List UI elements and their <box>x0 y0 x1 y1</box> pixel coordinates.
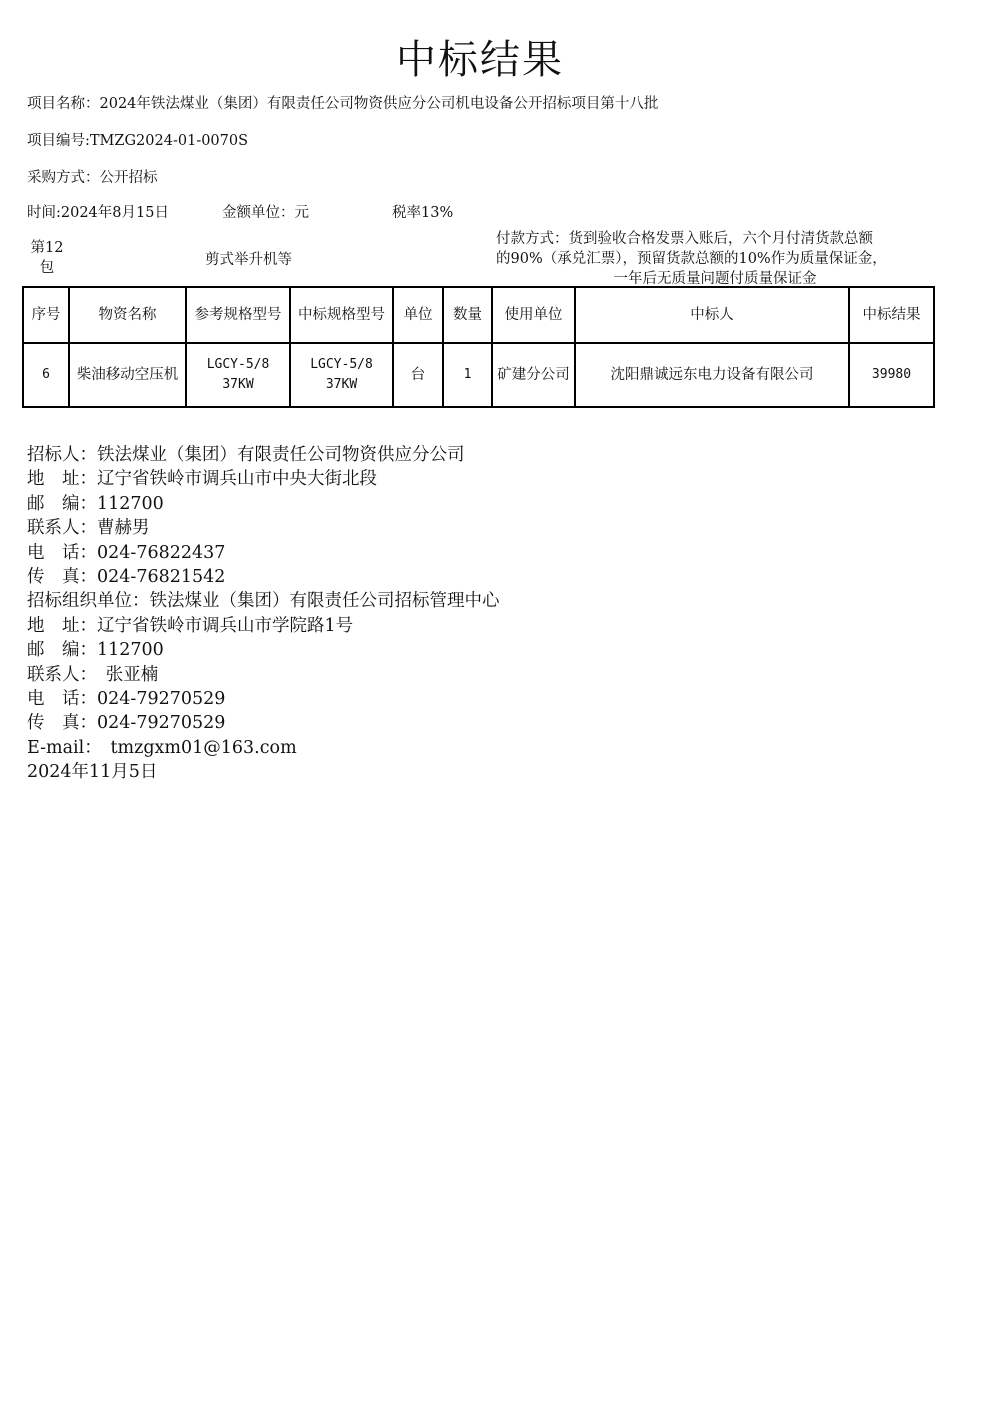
contact-line: 传 真：024-76821542 <box>27 567 226 588</box>
contact-line: 传 真：024-79270529 <box>27 713 226 734</box>
results-table <box>22 286 935 408</box>
payment-terms <box>496 229 934 285</box>
table-header-row <box>23 287 934 343</box>
header-cell: 中标规格型号 <box>290 287 393 343</box>
contact-line: 联系人：曹赫男 <box>27 518 150 539</box>
page-title: 中标结果 <box>396 37 564 83</box>
header-cell: 中标结果 <box>849 287 934 343</box>
cell-qty: 1 <box>443 343 492 407</box>
contact-line: 招标人：铁法煤业（集团）有限责任公司物资供应分公司 <box>27 445 465 465</box>
currency-unit: 金额单位：元 <box>222 205 309 221</box>
table-row <box>23 343 934 407</box>
payment-line2: 的90%（承兑汇票），预留货款总额的10%作为质量保证金， <box>496 251 887 267</box>
payment-line1: 付款方式：货到验收合格发票入账后，六个月付清货款总额 <box>496 231 873 247</box>
procurement-method: 采购方式：公开招标 <box>27 170 158 186</box>
header-cell: 序号 <box>23 287 69 343</box>
contact-line: 地 址：辽宁省铁岭市调兵山市学院路1号 <box>27 615 354 636</box>
tax-rate: 税率13% <box>392 205 454 221</box>
package-number-line1: 第12 <box>30 240 64 256</box>
cell-win-spec: LGCY-5/8 37KW <box>290 343 393 407</box>
contact-line: 地 址：辽宁省铁岭市调兵山市中央大街北段 <box>27 469 377 490</box>
contact-line: 招标组织单位：铁法煤业（集团）有限责任公司招标管理中心 <box>27 591 500 612</box>
contact-line: 联系人： 张亚楠 <box>27 664 159 685</box>
cell-ref-spec: LGCY-5/8 37KW <box>186 343 290 407</box>
header-cell: 物资名称 <box>69 287 186 343</box>
cell-user: 矿建分公司 <box>492 343 575 407</box>
project-number: 项目编号:TMZG2024-01-0070S <box>27 133 249 149</box>
contact-email: E-mail： tmzgxm01@163.com <box>27 737 297 758</box>
cell-no: 6 <box>23 343 69 407</box>
tender-date: 时间:2024年8月15日 <box>27 205 169 221</box>
package-number <box>28 238 66 278</box>
contact-line: 电 话：024-76822437 <box>27 542 226 563</box>
package-number-line2: 包 <box>39 260 55 276</box>
header-cell: 单位 <box>393 287 443 343</box>
cell-result: 39980 <box>849 343 934 407</box>
contact-line: 邮 编：112700 <box>27 640 164 661</box>
header-cell: 数量 <box>443 287 492 343</box>
payment-line3: 一年后无质量问题付质量保证金 <box>613 271 817 285</box>
contacts-block <box>27 443 500 785</box>
cell-winner: 沈阳鼎诚远东电力设备有限公司 <box>575 343 849 407</box>
header-cell: 使用单位 <box>492 287 575 343</box>
cell-material: 柴油移动空压机 <box>69 343 186 407</box>
publish-date: 2024年11月5日 <box>27 762 158 783</box>
header-cell: 参考规格型号 <box>186 287 290 343</box>
contact-line: 电 话：024-79270529 <box>27 689 226 710</box>
contact-line: 邮 编：112700 <box>27 493 164 514</box>
header-cell: 中标人 <box>575 287 849 343</box>
cell-unit: 台 <box>393 343 443 407</box>
time-line <box>27 201 453 222</box>
project-name: 项目名称：2024年铁法煤业（集团）有限责任公司物资供应分公司机电设备公开招标项目第十八批 <box>27 96 659 112</box>
package-name: 剪式举升机等 <box>205 252 292 268</box>
